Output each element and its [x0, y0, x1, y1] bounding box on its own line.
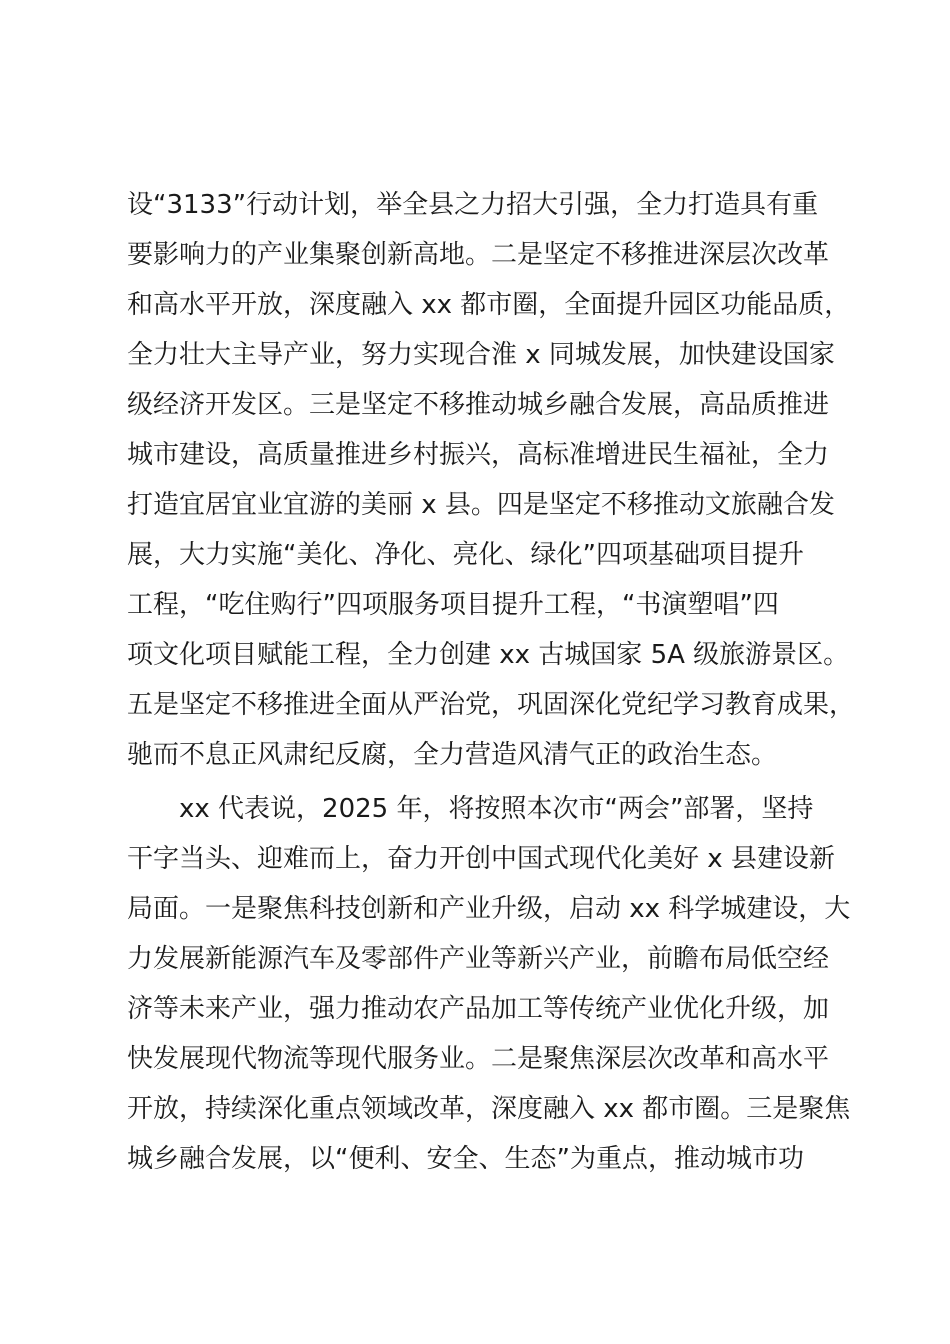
text-line: 城市建设，高质量推进乡村振兴，高标准增进民生福祉，全力 [127, 440, 830, 470]
paragraph-1 [127, 180, 867, 780]
text-line: 局面。一是聚焦科技创新和产业升级，启动 xx 科学城建设，大 [127, 894, 851, 924]
text-line: 级经济开发区。三是坚定不移推动城乡融合发展，高品质推进 [127, 390, 830, 420]
text-line: 力发展新能源汽车及零部件产业等新兴产业，前瞻布局低空经 [127, 944, 830, 974]
text-line: 全力壮大主导产业，努力实现合淮 x 同城发展，加快建设国家 [127, 340, 835, 370]
text-line: xx 代表说，2025 年，将按照本次市“两会”部署，坚持 [127, 794, 814, 824]
text-line: 打造宜居宜业宜游的美丽 x 县。四是坚定不移推动文旅融合发 [127, 490, 835, 520]
text-line: 要影响力的产业集聚创新高地。二是坚定不移推进深层次改革 [127, 240, 830, 270]
text-line: 快发展现代物流等现代服务业。二是聚焦深层次改革和高水平 [127, 1044, 830, 1074]
text-line: 五是坚定不移推进全面从严治党，巩固深化党纪学习教育成果， [127, 690, 856, 720]
text-line: 项文化项目赋能工程，全力创建 xx 古城国家 5A 级旅游景区。 [127, 640, 850, 670]
text-line: 驰而不息正风肃纪反腐，全力营造风清气正的政治生态。 [127, 740, 778, 770]
text-line: 和高水平开放，深度融入 xx 都市圈，全面提升园区功能品质， [127, 290, 851, 320]
text-line: 展，大力实施“美化、净化、亮化、绿化”四项基础项目提升 [127, 540, 804, 570]
text-line: 干字当头、迎难而上，奋力开创中国式现代化美好 x 县建设新 [127, 844, 835, 874]
text-line: 设“3133”行动计划，举全县之力招大引强，全力打造具有重 [127, 190, 819, 220]
text-line: 开放，持续深化重点领域改革，深度融入 xx 都市圈。三是聚焦 [127, 1094, 851, 1124]
paragraph-2 [127, 784, 867, 1184]
text-line: 城乡融合发展，以“便利、安全、生态”为重点，推动城市功 [127, 1144, 804, 1174]
body-text [127, 180, 867, 1184]
text-line: 工程，“吃住购行”四项服务项目提升工程，“书演塑唱”四 [127, 590, 779, 620]
text-line: 济等未来产业，强力推动农产品加工等传统产业优化升级，加 [127, 994, 830, 1024]
